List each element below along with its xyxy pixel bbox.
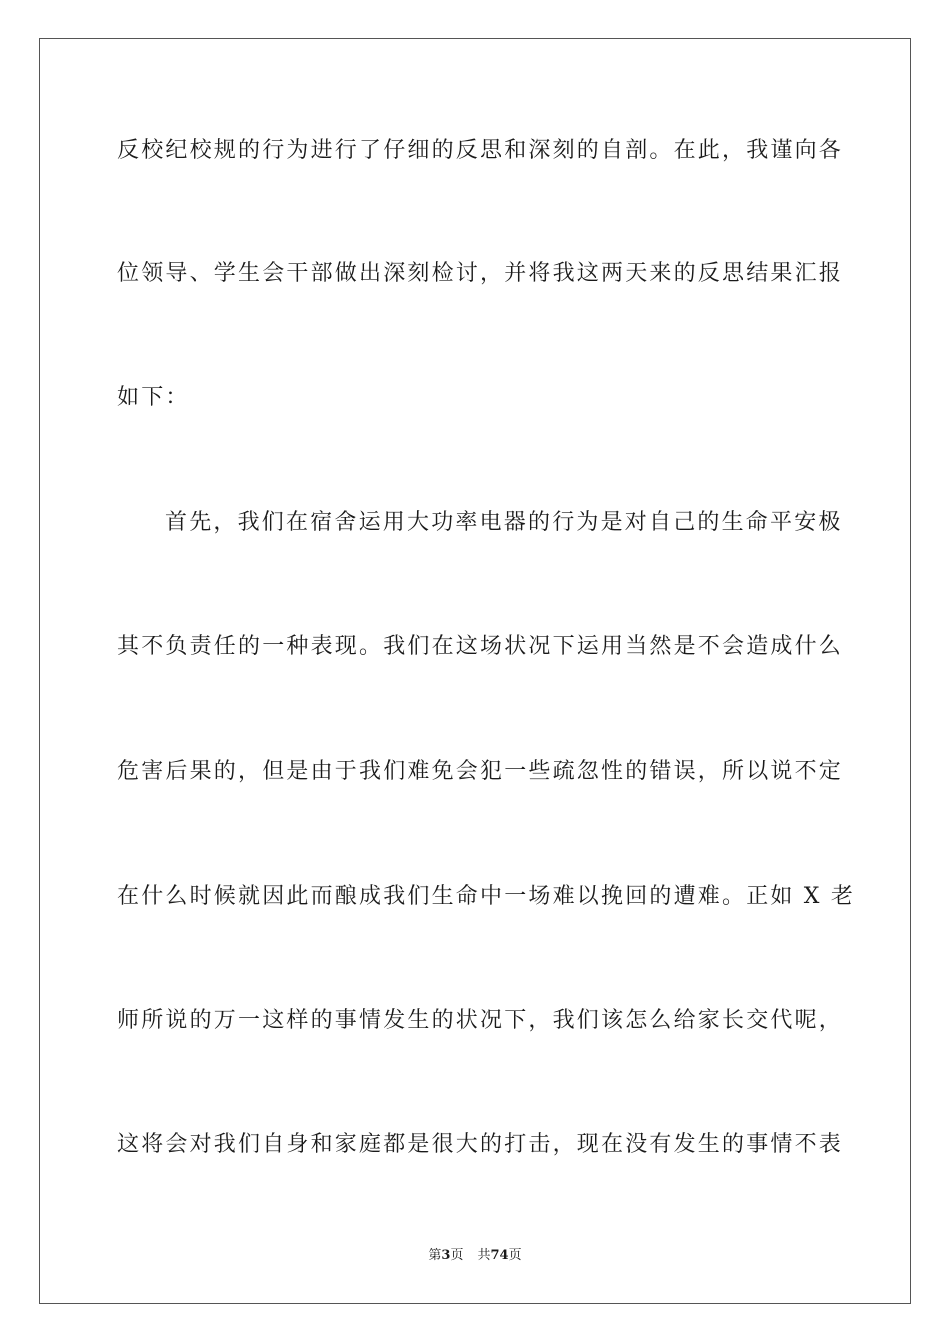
text-line-1: 反校纪校规的行为进行了仔细的反思和深刻的自剖。在此，我谨向各: [117, 138, 844, 163]
footer-page-suffix: 页: [450, 1248, 464, 1263]
text-line-7: 在什么时候就因此而酿成我们生命中一场难以挽回的遭难。正如 X 老: [117, 884, 856, 909]
footer-total-pages: 74: [490, 1248, 509, 1263]
footer-total-suffix: 页: [508, 1248, 522, 1263]
footer-page-prefix: 第: [428, 1248, 442, 1263]
text-line-5: 其不负责任的一种表现。我们在这场状况下运用当然是不会造成什么: [117, 634, 844, 659]
text-line-6: 危害后果的，但是由于我们难免会犯一些疏忽性的错误，所以说不定: [117, 759, 844, 784]
text-line-2: 位领导、学生会干部做出深刻检讨，并将我这两天来的反思结果汇报: [117, 261, 844, 286]
text-line-8: 师所说的万一这样的事情发生的状况下，我们该怎么给家长交代呢，: [117, 1008, 844, 1033]
page-border: [39, 38, 911, 1304]
text-line-4: 首先，我们在宿舍运用大功率电器的行为是对自己的生命平安极: [165, 510, 843, 535]
text-line-3: 如下：: [117, 385, 190, 410]
page-footer: [0, 1247, 950, 1265]
footer-page-number: 3: [441, 1248, 451, 1263]
footer-total-prefix: 共: [477, 1248, 491, 1263]
text-line-9: 这将会对我们自身和家庭都是很大的打击，现在没有发生的事情不表: [117, 1132, 844, 1157]
